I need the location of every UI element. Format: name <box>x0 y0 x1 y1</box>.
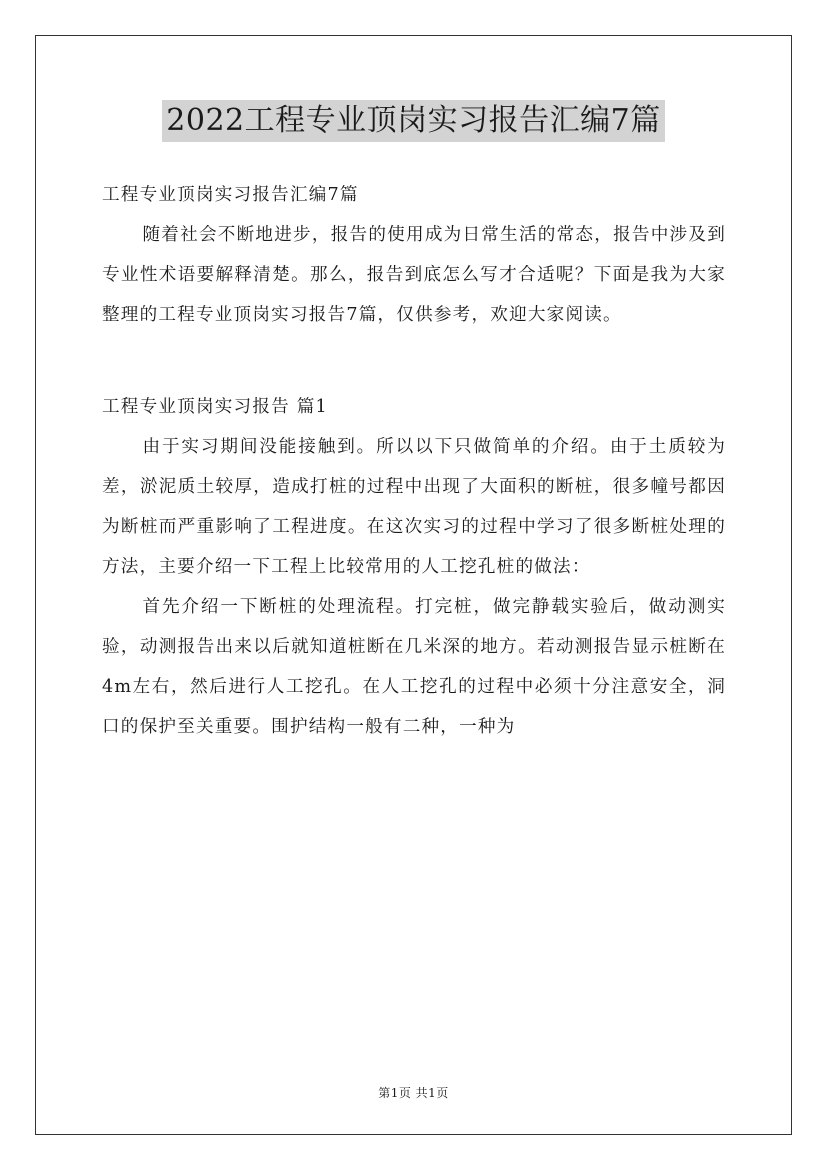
title-container <box>0 100 827 142</box>
document-body <box>102 175 726 747</box>
page-footer: 第1页 共1页 <box>378 1086 449 1100</box>
section-spacer <box>102 335 726 387</box>
body-paragraph-2: 首先介绍一下断桩的处理流程。打完桩，做完静载实验后，做动测实验，动测报告出来以后就知道桩断在几米深的地方。若动测报告显示桩断在4m左右，然后进行人工挖孔。在人工挖孔的过程中必须十分注意安全，洞口的保护至关重要。围护结构一般有二种，一种为 <box>102 597 726 737</box>
document-title: 2022工程专业顶岗实习报告汇编7篇 <box>162 100 664 142</box>
document-subtitle: 工程专业顶岗实习报告汇编7篇 <box>102 185 359 205</box>
section-heading: 工程专业顶岗实习报告 篇1 <box>102 397 328 417</box>
body-paragraph-1: 由于实习期间没能接触到。所以以下只做简单的介绍。由于土质较为差，淤泥质土较厚，造成打桩的过程中出现了大面积的断桩，很多幢号都因为断桩而严重影响了工程进度。在这次实习的过程中学习了很多断桩处理的方法，主要介绍一下工程上比较常用的人工挖孔桩的做法： <box>102 437 726 577</box>
intro-paragraph: 随着社会不断地进步，报告的使用成为日常生活的常态，报告中涉及到专业性术语要解释清楚。那么，报告到底怎么写才合适呢？下面是我为大家整理的工程专业顶岗实习报告7篇，仅供参考，欢迎大家阅读。 <box>102 225 726 325</box>
